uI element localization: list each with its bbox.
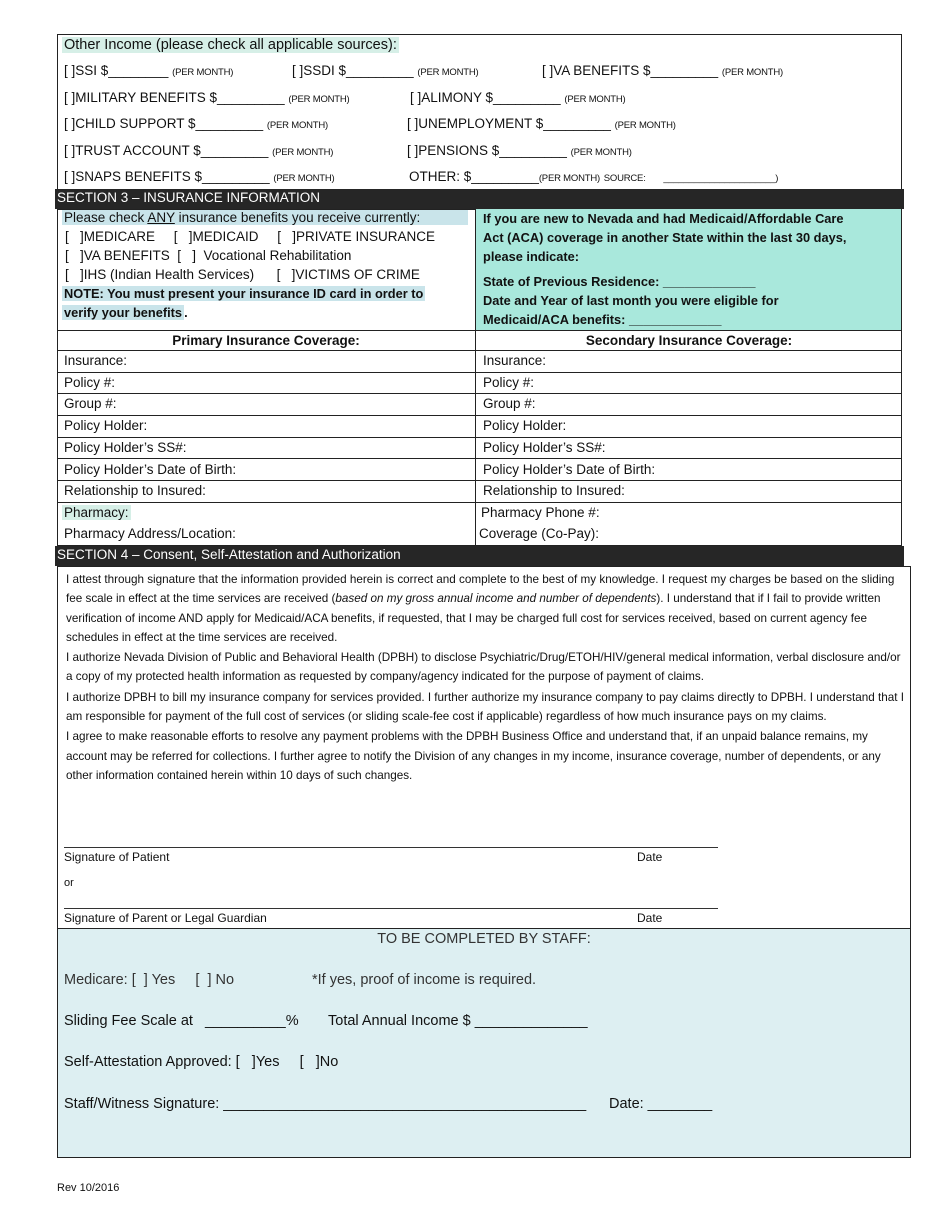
coverage-row bbox=[57, 351, 902, 373]
pharmacy-address-row bbox=[57, 524, 902, 546]
primary-coverage-field[interactable]: Insurance: bbox=[64, 353, 128, 368]
self-attestation-approved[interactable]: Self-Attestation Approved: [ ]Yes [ ]No bbox=[64, 1054, 339, 1070]
consent-box bbox=[57, 566, 911, 929]
primary-coverage-field[interactable]: Policy Holder: bbox=[64, 418, 148, 434]
payment-paragraph: I agree to make reasonable efforts to resolve any payment problems with the DPBH Business Office and understand that, if an unpaid balance remains, my account may be referred for collections. I further agree to notify the Division of any changes in my income, insurance coverage, number of dependents, or any other information contained herein within 10 days of such changes. bbox=[66, 730, 881, 782]
total-income-field[interactable]: Total Annual Income $ ______________ bbox=[328, 1013, 588, 1029]
secondary-coverage-field[interactable]: Policy Holder: bbox=[483, 418, 567, 434]
guardian-signature-line[interactable] bbox=[64, 908, 718, 909]
previous-residence-field[interactable]: State of Previous Residence: _____________ bbox=[483, 274, 756, 289]
pharmacy-field[interactable]: Pharmacy: bbox=[64, 505, 129, 520]
benefits-line-1[interactable]: [ ]MEDICARE [ ]MEDICAID [ ]PRIVATE INSURANCE bbox=[65, 229, 436, 244]
income-ssdi[interactable]: [ ]SSDI $_________ (PER MONTH) bbox=[292, 63, 479, 78]
last-month-field[interactable]: Medicaid/ACA benefits: _____________ bbox=[483, 312, 722, 327]
guardian-date-label: Date bbox=[637, 911, 663, 925]
aca-line-2: Act (ACA) coverage in another State within the last 30 days, bbox=[483, 230, 847, 245]
section4-header: SECTION 4 – Consent, Self-Attestation and Authorization bbox=[55, 546, 904, 566]
income-trust-account[interactable]: [ ]TRUST ACCOUNT $_________ (PER MONTH) bbox=[64, 143, 334, 158]
or-label: or bbox=[64, 877, 74, 889]
income-child-support[interactable]: [ ]CHILD SUPPORT $_________ (PER MONTH) bbox=[64, 116, 329, 131]
secondary-coverage-header: Secondary Insurance Coverage: bbox=[585, 333, 793, 348]
benefits-line-3[interactable]: [ ]IHS (Indian Health Services) [ ]VICTIMS OF CRIME bbox=[65, 267, 420, 282]
pharmacy-phone-field[interactable]: Pharmacy Phone #: bbox=[481, 505, 600, 520]
income-military[interactable]: [ ]MILITARY BENEFITS $_________ (PER MONTH) bbox=[64, 90, 350, 105]
primary-coverage-field[interactable]: Relationship to Insured: bbox=[64, 483, 206, 499]
coverage-row bbox=[57, 394, 902, 416]
benefits-line-2[interactable]: [ ]VA BENEFITS [ ] Vocational Rehabilitation bbox=[65, 248, 352, 263]
patient-signature-line[interactable] bbox=[64, 847, 718, 848]
income-unemployment[interactable]: [ ]UNEMPLOYMENT $_________ (PER MONTH) bbox=[407, 116, 676, 131]
sliding-fee-field[interactable]: Sliding Fee Scale at __________% bbox=[64, 1013, 299, 1029]
income-snaps[interactable]: [ ]SNAPS BENEFITS $_________ (PER MONTH) bbox=[64, 169, 335, 184]
primary-coverage-field[interactable]: Group #: bbox=[64, 396, 117, 412]
id-card-note: NOTE: You must present your insurance ID card in order to bbox=[64, 286, 424, 301]
billing-paragraph: I authorize DPBH to bill my insurance company for services provided. I further authorize my insurance company to pay claims directly to DPBH. I understand that I am responsible for payment of the full cost of services (or sliding scale-fee cost if applicable) regardless of how much insurance pays on my claims. bbox=[66, 690, 904, 724]
income-va-benefits[interactable]: [ ]VA BENEFITS $_________ (PER MONTH) bbox=[542, 63, 784, 78]
primary-coverage-field[interactable]: Policy Holder’s SS#: bbox=[64, 439, 187, 455]
secondary-coverage-field[interactable]: Policy Holder’s Date of Birth: bbox=[483, 461, 656, 477]
other-income-section bbox=[57, 34, 902, 190]
aca-line-3: please indicate: bbox=[483, 249, 580, 264]
coverage-row bbox=[57, 460, 902, 482]
staff-title: TO BE COMPLETED BY STAFF: bbox=[377, 931, 591, 947]
secondary-coverage-field[interactable]: Insurance: bbox=[483, 353, 547, 368]
secondary-coverage-field[interactable]: Relationship to Insured: bbox=[483, 483, 625, 499]
staff-box bbox=[57, 928, 911, 1158]
patient-date-label: Date bbox=[637, 850, 663, 864]
aca-line-1: If you are new to Nevada and had Medicaid/Affordable Care bbox=[483, 211, 844, 226]
staff-medicare[interactable]: Medicare: [ ] Yes [ ] No bbox=[64, 972, 235, 988]
staff-proof-note: *If yes, proof of income is required. bbox=[312, 972, 537, 988]
secondary-coverage-field[interactable]: Group #: bbox=[483, 396, 536, 412]
pharmacy-address-field[interactable]: Pharmacy Address/Location: bbox=[64, 526, 236, 541]
primary-coverage-field[interactable]: Policy #: bbox=[64, 374, 116, 390]
primary-coverage-field[interactable]: Policy Holder’s Date of Birth: bbox=[64, 461, 237, 477]
patient-signature-label: Signature of Patient bbox=[64, 850, 170, 864]
witness-signature-field[interactable]: Staff/Witness Signature: _____________________________________________ bbox=[64, 1096, 587, 1112]
income-alimony[interactable]: [ ]ALIMONY $_________ (PER MONTH) bbox=[410, 90, 626, 105]
last-month-label: Date and Year of last month you were eligible for bbox=[483, 293, 779, 308]
other-income-title: Other Income (please check all applicable sources): bbox=[64, 37, 397, 53]
id-card-note-2: verify your benefits . bbox=[64, 305, 188, 320]
revision-label: Rev 10/2016 bbox=[57, 1182, 120, 1194]
income-ssi[interactable]: [ ]SSI $________ (PER MONTH) bbox=[64, 63, 234, 78]
attest-paragraph: I attest through signature that the information provided herein is correct and complete to the best of my knowledge. I request my charges be based on the sliding fee scale in effect at the time services are received (based on my gross annual income and number of dependents). I understand that if I fail to provide written verification of income AND apply for Medicaid/ACA benefits, if requested, that I may be charged full cost for services received, based on current agency fee schedules in effect at the time services are received. bbox=[66, 573, 895, 644]
coverage-header-row bbox=[57, 331, 902, 351]
pharmacy-row bbox=[57, 503, 902, 525]
secondary-coverage-field[interactable]: Policy #: bbox=[483, 374, 535, 390]
guardian-signature-label: Signature of Parent or Legal Guardian bbox=[64, 911, 267, 925]
coverage-row bbox=[57, 416, 902, 438]
coverage-copay-field[interactable]: Coverage (Co-Pay): bbox=[479, 526, 600, 541]
check-any-instruction: Please check ANY insurance benefits you receive currently: bbox=[62, 210, 468, 225]
coverage-row bbox=[57, 481, 902, 503]
section3-header: SECTION 3 – INSURANCE INFORMATION bbox=[55, 189, 904, 209]
coverage-row bbox=[57, 438, 902, 460]
income-pensions[interactable]: [ ]PENSIONS $_________ (PER MONTH) bbox=[407, 143, 632, 158]
primary-coverage-header: Primary Insurance Coverage: bbox=[172, 333, 360, 348]
witness-date-field[interactable]: Date: ________ bbox=[609, 1096, 713, 1112]
income-other[interactable]: OTHER: $_________(PER MONTH) SOURCE: ______________________) bbox=[409, 169, 779, 184]
coverage-row bbox=[57, 373, 902, 395]
disclose-paragraph: I authorize Nevada Division of Public and Behavioral Health (DPBH) to disclose Psychiatric/Drug/ETOH/HIV/general medical information, verbal disclosure and/or a copy of my protected health information as requested by company/agency indicated for the purpose of payment of claims. bbox=[66, 651, 901, 684]
secondary-coverage-field[interactable]: Policy Holder’s SS#: bbox=[483, 439, 606, 455]
